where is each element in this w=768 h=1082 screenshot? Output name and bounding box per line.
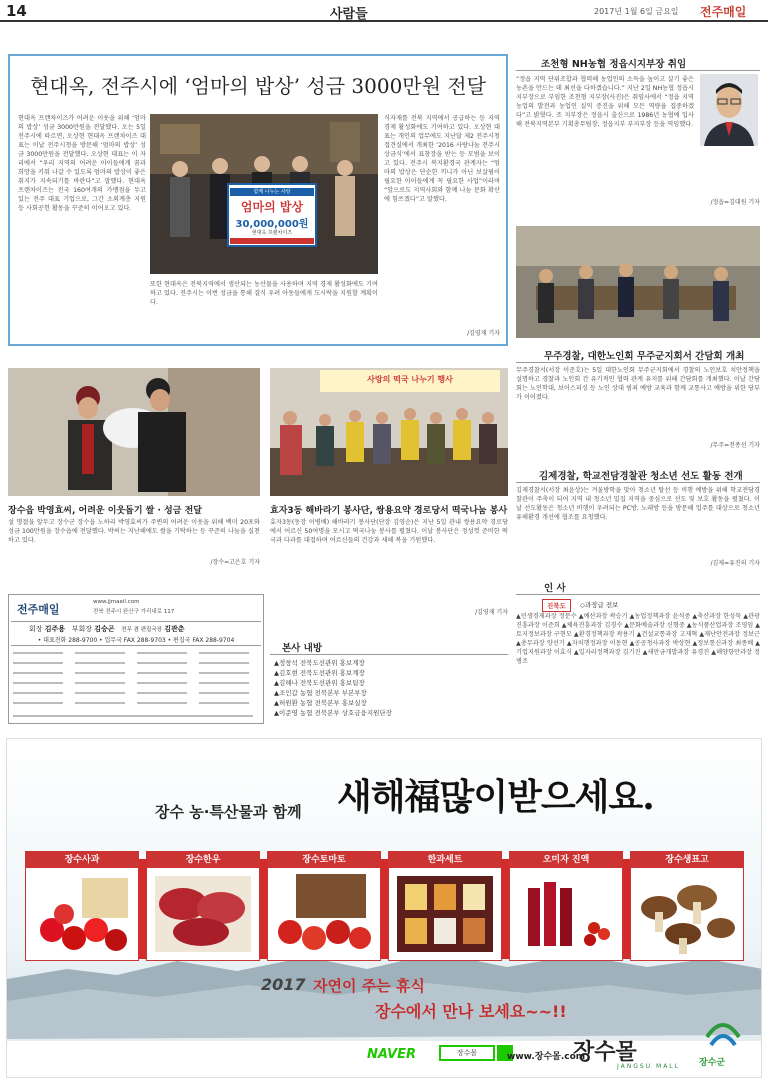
- personnel-title: 인 사: [544, 583, 566, 594]
- right2-text: 무주경찰서(서장 이준호)는 5일 대한노인회 무주군지회에서 경찰의 노인보호 치안정책을 설명하고 경찰과 노인회 간 유기적인 협력 관계 유지를 위해 간담회를 개최했다. 이날 간담회는 노인학대, 보이스피싱 등 노인 상대 범죄 예방 교육과 함께 교통사고 예방을 위한 당부가 이어졌다.: [516, 367, 760, 401]
- right3-byline: /김제=유진의 기자: [710, 560, 760, 567]
- naver-logo: NAVER: [367, 1047, 417, 1062]
- mall-logo: 장수몰: [573, 1040, 637, 1065]
- product-label: 오미자 진액: [510, 852, 622, 868]
- product-label: 한과세트: [389, 852, 501, 868]
- right3-text: 김제경찰서(서장 최윤상)는 겨울방학을 맞아 청소년 탈선 등 비행 예방을 위해 학교전담경찰관이 주축이 되어 지역 내 청소년 밀집 지역을 중심으로 선도 및 보호 활동을 펼쳤다. 이날 선도활동은 청소년 비행이 우려되는 PC방, 노래방 등을 방문해 업주를 대상으로 청소년 유해환경 개선에 협조를 요청했다.: [516, 487, 760, 521]
- personnel-tag: 진북도: [542, 599, 571, 612]
- lead-byline: /김영재 기자: [467, 330, 500, 337]
- site-url: www.장수몰.com: [507, 1052, 586, 1062]
- mushroom-icon: [631, 868, 743, 960]
- list-item: ▲정창석 전북도선관위 홍보계장: [274, 659, 365, 667]
- mid2-byline: /김영재 기자: [475, 609, 508, 616]
- mid1-text: 설 명절을 앞두고 장수군 장수읍 노하리 박영효씨가 주변의 어려운 이웃을 위해 백미 20포와 성금 100만원을 장수읍에 전달했다. 박씨는 지난해에도 쌀을 기탁하는 등 꾸준히 나눔을 실천하고 있다.: [8, 519, 260, 544]
- product-card: [25, 851, 139, 961]
- product-card: [267, 851, 381, 961]
- county-name: 장수군: [699, 1058, 726, 1068]
- product-card: [146, 851, 260, 961]
- desk-list: [274, 658, 392, 718]
- right2-photo: [516, 226, 760, 338]
- sign-amount: 30,000,000원: [235, 219, 309, 230]
- directory-table: [13, 649, 261, 721]
- mall-logo-en: JANGSU MALL: [617, 1063, 680, 1070]
- masthead-url: www.jjmaeil.com: [93, 599, 140, 605]
- personnel-head: ◇과장급 전보: [580, 601, 619, 609]
- masthead-box: [8, 594, 264, 724]
- list-item: ▲김호현 전북도선관위 홍보계장: [274, 669, 365, 677]
- beef-icon: [147, 868, 259, 960]
- divider: [11, 621, 261, 622]
- divider: [516, 594, 760, 595]
- list-item: ▲김해나 전북도선관위 홍보팀장: [274, 679, 365, 687]
- right2-byline: /무주=전종선 기자: [710, 442, 760, 449]
- product-card: [388, 851, 502, 961]
- list-item: ▲허원환 농협 전북본부 홍보실장: [274, 699, 367, 707]
- sign-title: 엄마의 밥상: [240, 200, 304, 214]
- right1-text: “정읍 지역 단위조합과 협력해 농업인의 소득을 높이고 살기 좋은 농촌을 만드는 데 최선을 다하겠습니다.” 지난 2일 NH농협 정읍시지부장으로 부임한 조천형 지부장(사진)은 취임사에서 “정읍 지역 농업의 발전과 농업인 실익 증진을 위해 모든 역량을 집중하겠다”고 밝혔다. 조 지부장은 정읍시 출신으로 1986년 농협에 입사해 전북지역본부 기획총무팀장, 정읍지부 부지부장 등을 역임했다.: [516, 76, 694, 128]
- page-header: [0, 0, 768, 22]
- brand-name: 전주매일: [700, 5, 747, 19]
- product-label: 장수생표고: [631, 852, 743, 868]
- masthead-phone: • 대표전화 288-9700 • 업무국 FAX 288-9703 • 편집국 FAX 288-9704: [37, 637, 235, 644]
- lead-caption: 또한 현대옥은 전북지역에서 생산되는 농산물을 사용하며 지역 경제 활성화에도 기여하고 있다. 전주시는 이번 성금을 통해 결식 우려 아동들에게 도시락을 지원할 계획이다.: [150, 281, 378, 306]
- ad-greeting: 새해福많이받으세요.: [337, 776, 654, 818]
- jangsu-ad: [6, 738, 762, 1078]
- divider: [516, 362, 760, 363]
- mid2-photo: [270, 368, 508, 496]
- hangwa-icon: [389, 868, 501, 960]
- search-box[interactable]: 장수몰: [439, 1045, 495, 1061]
- right1-title: 조천형 NH농협 정읍시지부장 취임: [541, 59, 687, 70]
- desk-title: 본사 내방: [282, 643, 323, 654]
- lead-title: 현대옥, 전주시에 ‘엄마의 밥상’ 성금 3000만원 전달: [30, 74, 486, 98]
- mid1-byline: /장수=고은호 기자: [210, 559, 260, 566]
- masthead-name: 전주매일: [17, 603, 60, 616]
- ad-slogan2: 장수에서 만나 보세요~~!!: [375, 1002, 567, 1021]
- mid2-title: 효자3동 해바라기 봉사단, 쌍용요약 경로당서 떡국나눔 봉사: [270, 506, 508, 516]
- mid2-banner: 사랑의 떡국 나누기 행사: [367, 375, 453, 384]
- mid2-text: 효자3동(동장 이병배) 해바라기 봉사단(단장 김영순)은 지난 5일 관내 쌍용요약 경로당에서 어르신 50여명을 모시고 떡국나눔 봉사를 펼쳤다. 이날 봉사단은 정성껏 준비한 떡국과 다과를 대접하며 어르신들의 건강과 새해 복을 기원했다.: [270, 519, 508, 544]
- right1-byline: /정읍=김대원 기자: [710, 199, 760, 206]
- sign-small: 함께 나누는 사랑: [253, 189, 291, 195]
- product-card: [630, 851, 744, 961]
- lead-col1: 현대옥 프랜차이즈가 어려운 이웃을 위해 ‘엄마의 밥상’ 성금 3000만원을 전달했다. 오는 5일 전주시에 따르면, 오상현 현대옥 프랜차이즈 대표는 이날 전주시청을 방문해 ‘엄마의 밥상’ 성금 3000만원을 전달했다. 오상현 대표는 이 자리에서 “우리 지역의 어려운 아이들에게 꿈과 희망을 키워 나갈 수 있도록 엄마의 밥상이 좋은 취지가 지속되기를 바란다”고 말했다. 현대옥 프랜차이즈는 전국 160여개의 가맹점을 두고 있는 전주 대표 기업으로, 그간 소외계층 지원 등 사회공헌 활동을 꾸준히 이어오고 있다.: [18, 115, 146, 212]
- omija-icon: [510, 868, 622, 960]
- apple-icon: [26, 868, 138, 960]
- ad-year: 2017: [261, 975, 306, 994]
- list-item: ▲조인갑 농협 전북본부 부본부장: [274, 689, 367, 697]
- right2-title: 무주경찰, 대한노인회 무주군지회서 간담회 개최: [544, 351, 745, 362]
- product-label: 장수사과: [26, 852, 138, 868]
- section-title: 사람들: [330, 7, 368, 22]
- product-card: [509, 851, 623, 961]
- desk-box: [270, 620, 508, 724]
- divider: [516, 70, 760, 71]
- lead-col2: 식자재를 전북 지역에서 공급하는 등 지역경제 활성화에도 기여하고 있다. 오상현 대표는 개인의 업무에도 지난달 제2 전주시청 접견실에서 개최한 ‘2016 사랑나눔 전주시 상금식’에서 표창장을 받는 등 모범을 보이고 있다. 전주시 복지환경국 관계자는 “엄마의 밥상은 단순한 끼니가 아닌 보살핌이 필요한 아이들에게 꼭 필요한 사업”이라며 “앞으로도 지역사회와 함께 나눔 문화 확산에 힘쓰겠다”고 말했다.: [384, 115, 500, 203]
- ceo-line: 회장 김주용 부회장 김승곤 전무 겸 편집국장 김관춘: [29, 625, 185, 633]
- list-item: ▲이준영 농협 전북본부 상호금융지원단장: [274, 709, 392, 717]
- issue-date: 2017년 1월 6일 금요일: [594, 7, 679, 16]
- divider: [516, 482, 760, 483]
- right3-title: 김제경찰, 학교전담경찰관 청소년 선도 활동 전개: [539, 471, 743, 482]
- ad-slogan1: 자연이 주는 휴식: [313, 977, 425, 995]
- product-label: 장수한우: [147, 852, 259, 868]
- ad-headline: 장수 농·특산물과 함께: [155, 803, 302, 821]
- mid1-title: 장수읍 박영효씨, 어려운 이웃돕기 쌀 · 성금 전달: [8, 506, 202, 516]
- lead-article: [8, 54, 508, 346]
- product-row: [25, 851, 745, 963]
- lead-photo: [150, 114, 378, 274]
- county-logo-icon: [703, 1009, 743, 1049]
- product-label: 장수토마토: [268, 852, 380, 868]
- portrait-photo: [700, 74, 758, 146]
- masthead-address: 전북 전주시 완산구 가리내로 117: [93, 609, 175, 615]
- personnel-text: ▲민생경제과장 정문수 ▲예산과장 곽승기 ▲농업정책과장 윤석중 ▲축산과장 한성묵 ▲관광진흥과장 이준희 ▲체육진흥과장 김경수 ▲문화예술과장 신형중 ▲농식품산업과장 조영임 ▲토지정보과장 구현모 ▲환경정책과장 곽용기 ▲건설교통과장 고재혁 ▲재난안전과장 정보근 ▲총무과장 양선기 ▲자치행정과장 이동현 ▲공공청사과장 박상현 ▲정보통신과장 최종배 ▲기업지원과장 이효식 ▲일자리정책과장 김기진 ▲새만금개발과장 유경진 ▲해양항만과장 정병조: [516, 613, 760, 665]
- sign-org: 현대옥 프랜차이즈: [251, 230, 293, 236]
- page-number: 14: [6, 2, 27, 20]
- divider: [270, 654, 508, 655]
- mid1-photo: [8, 368, 260, 496]
- tomato-icon: [268, 868, 380, 960]
- divider: [11, 645, 261, 646]
